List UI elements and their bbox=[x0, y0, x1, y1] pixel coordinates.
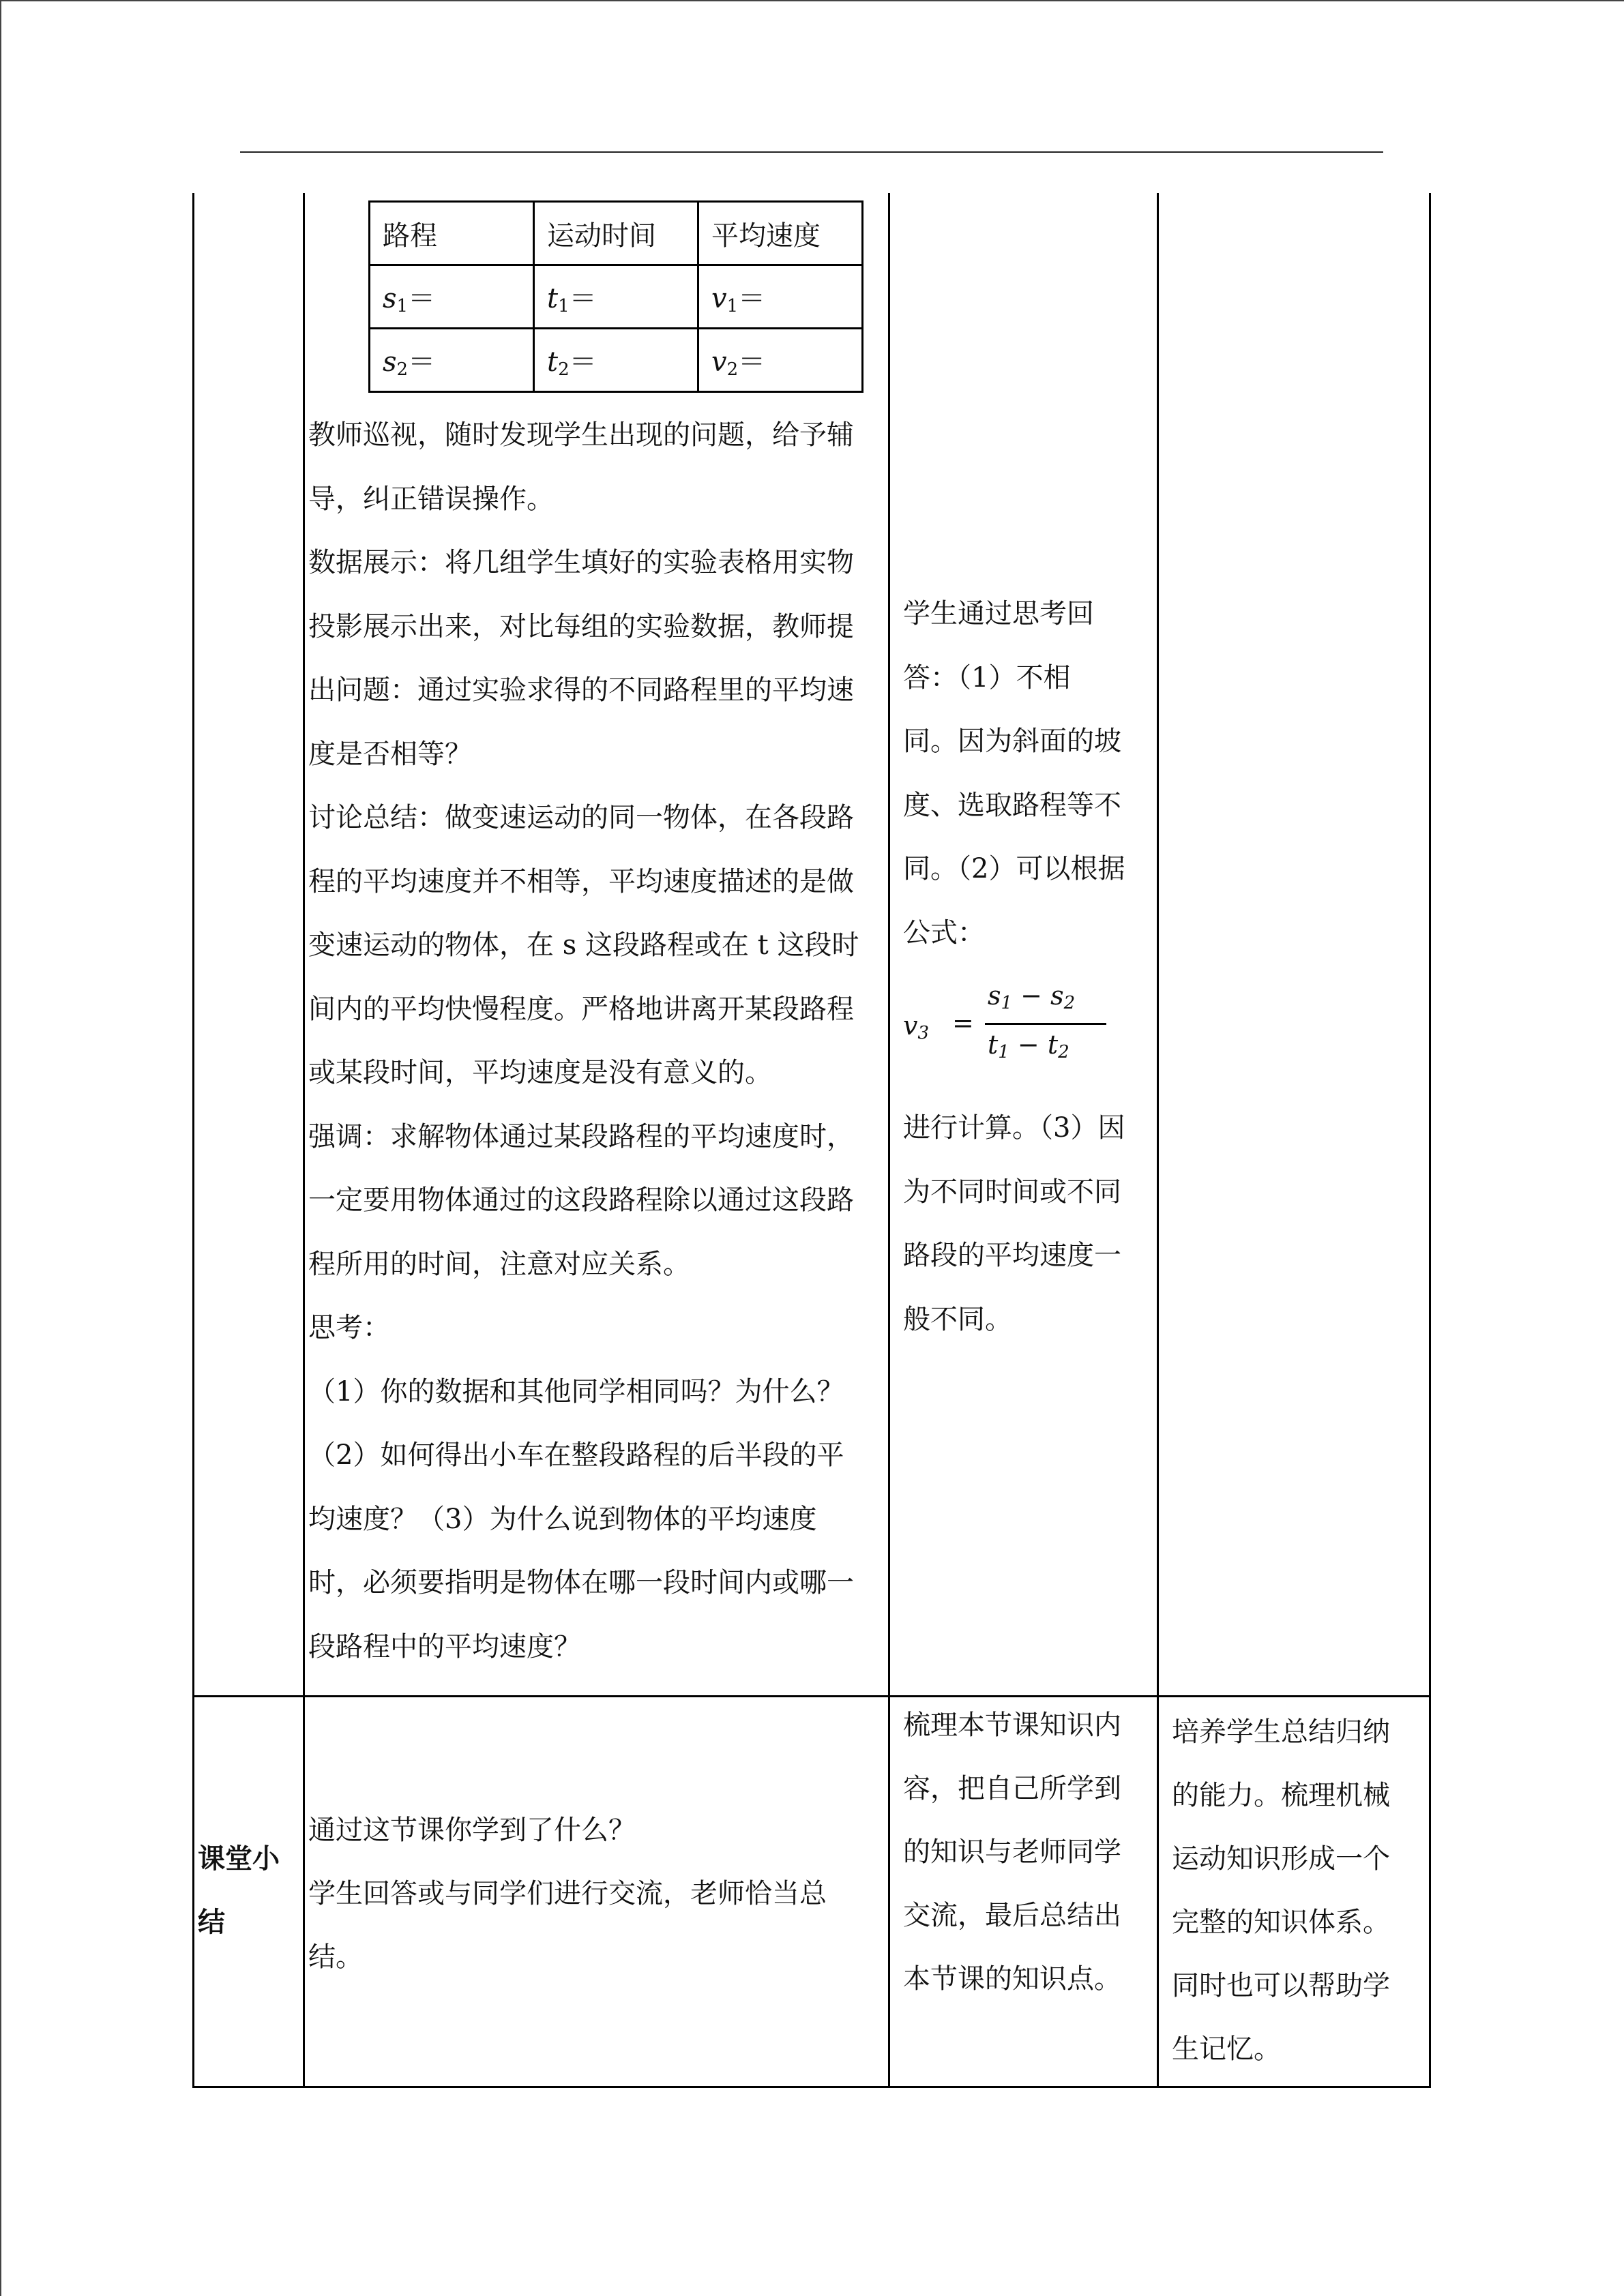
text-line: 同时也可以帮助学 bbox=[1172, 1970, 1390, 2001]
average-speed-formula: $v_3$ = $s_1 - s_2$ $t_1 - t_2$ bbox=[902, 981, 1106, 1076]
text-line: 结 bbox=[198, 1906, 225, 1938]
table-cell: $v_2=$ bbox=[698, 329, 863, 392]
text-line: 时，必须要指明是物体在哪一段时间内或哪一 bbox=[308, 1567, 854, 1598]
text-line: 学生回答或与同学们进行交流，老师恰当总 bbox=[308, 1878, 827, 1909]
text-line: 的知识与老师同学 bbox=[903, 1836, 1121, 1868]
text-line: 投影展示出来，对比每组的实验数据，教师提 bbox=[308, 610, 854, 642]
text-line: 结。 bbox=[308, 1941, 363, 1973]
text-line: 段路程中的平均速度？ bbox=[308, 1630, 581, 1663]
text-line: 通过这节课你学到了什么？ bbox=[308, 1815, 636, 1846]
text-line: （1）你的数据和其他同学相同吗？为什么？ bbox=[308, 1375, 844, 1407]
text-line: 度是否相等？ bbox=[308, 738, 472, 770]
text-line: 课堂小 bbox=[198, 1843, 280, 1875]
text-line: 间内的平均快慢程度。严格地讲离开某段路程 bbox=[308, 993, 854, 1025]
text-line: 或某段时间，平均速度是没有意义的。 bbox=[308, 1057, 772, 1088]
fraction-bar bbox=[985, 1023, 1106, 1025]
text-line: 答：（1）不相 bbox=[903, 661, 1071, 694]
text-line: 教师巡视，随时发现学生出现的问题，给予辅 bbox=[308, 419, 854, 451]
text-line: 的能力。梳理机械 bbox=[1172, 1780, 1390, 1811]
text-line: 度、选取路程等不 bbox=[903, 789, 1121, 821]
text-line: 程的平均速度并不相等，平均速度描述的是做 bbox=[308, 865, 854, 897]
table-header-row bbox=[370, 202, 863, 265]
text-line: 变速运动的物体，在 s 这段路程或在 t 这段时 bbox=[308, 929, 859, 961]
text-line: 路段的平均速度一 bbox=[903, 1240, 1121, 1271]
text-line: 公式： bbox=[903, 916, 985, 949]
text-line: 梳理本节课知识内 bbox=[903, 1710, 1121, 1741]
table-row bbox=[370, 329, 863, 392]
table-cell: $s_1=$ bbox=[370, 265, 534, 329]
text-line: 运动知识形成一个 bbox=[1172, 1843, 1390, 1875]
text-line: 交流，最后总结出 bbox=[903, 1900, 1121, 1931]
header-cell-speed: 平均速度 bbox=[698, 202, 863, 265]
text-line: 进行计算。（3）因 bbox=[903, 1112, 1125, 1144]
text-line: 出问题：通过实验求得的不同路程里的平均速 bbox=[308, 674, 854, 706]
text-line: 导，纠正错误操作。 bbox=[308, 483, 554, 515]
text-line: 容，把自己所学到 bbox=[903, 1773, 1121, 1804]
text-line: 本节课的知识点。 bbox=[903, 1963, 1121, 1995]
table-cell: $t_2=$ bbox=[534, 329, 698, 392]
table-left-border-top bbox=[192, 193, 194, 1697]
text-line: 同。（2）可以根据 bbox=[903, 853, 1125, 884]
text-line: （2）如何得出小车在整段路程的后半段的平 bbox=[308, 1440, 844, 1471]
text-line: 数据展示：将几组学生填好的实验表格用实物 bbox=[308, 547, 854, 578]
text-line: 为不同时间或不同 bbox=[903, 1176, 1121, 1208]
text-line: 思考： bbox=[308, 1312, 390, 1343]
text-line: 强调：求解物体通过某段路程的平均速度时， bbox=[308, 1120, 854, 1152]
text-line: 培养学生总结归纳 bbox=[1172, 1716, 1390, 1748]
table-left-border bbox=[192, 1696, 194, 2088]
table-bottom-border bbox=[192, 2086, 1431, 2088]
table-right-border bbox=[1429, 193, 1431, 2088]
text-line: 同。因为斜面的坡 bbox=[903, 726, 1121, 757]
table-row bbox=[370, 265, 863, 329]
text-line: 程所用的时间，注意对应关系。 bbox=[308, 1248, 690, 1280]
header-cell-time: 运动时间 bbox=[534, 202, 698, 265]
inner-data-table bbox=[368, 200, 863, 393]
column-divider-2 bbox=[888, 193, 890, 2088]
table-cell: $v_1=$ bbox=[698, 265, 863, 329]
header-cell-distance: 路程 bbox=[370, 202, 534, 265]
text-line: 生记忆。 bbox=[1172, 2033, 1281, 2065]
column-divider-1 bbox=[303, 193, 305, 2088]
text-line: 完整的知识体系。 bbox=[1172, 1907, 1390, 1938]
text-line: 讨论总结：做变速运动的同一物体，在各段路 bbox=[308, 802, 854, 833]
text-line: 学生通过思考回 bbox=[903, 598, 1094, 629]
text-line: 一定要用物体通过的这段路程除以通过这段路 bbox=[308, 1184, 854, 1216]
header-rule bbox=[240, 151, 1383, 153]
text-line: 均速度？（3）为什么说到物体的平均速度 bbox=[308, 1503, 817, 1535]
column-divider-3 bbox=[1157, 193, 1159, 2088]
table-cell: $s_2=$ bbox=[370, 329, 534, 392]
text-line: 般不同。 bbox=[903, 1303, 1012, 1335]
table-cell: $t_1=$ bbox=[534, 265, 698, 329]
row-divider bbox=[192, 1695, 1431, 1697]
